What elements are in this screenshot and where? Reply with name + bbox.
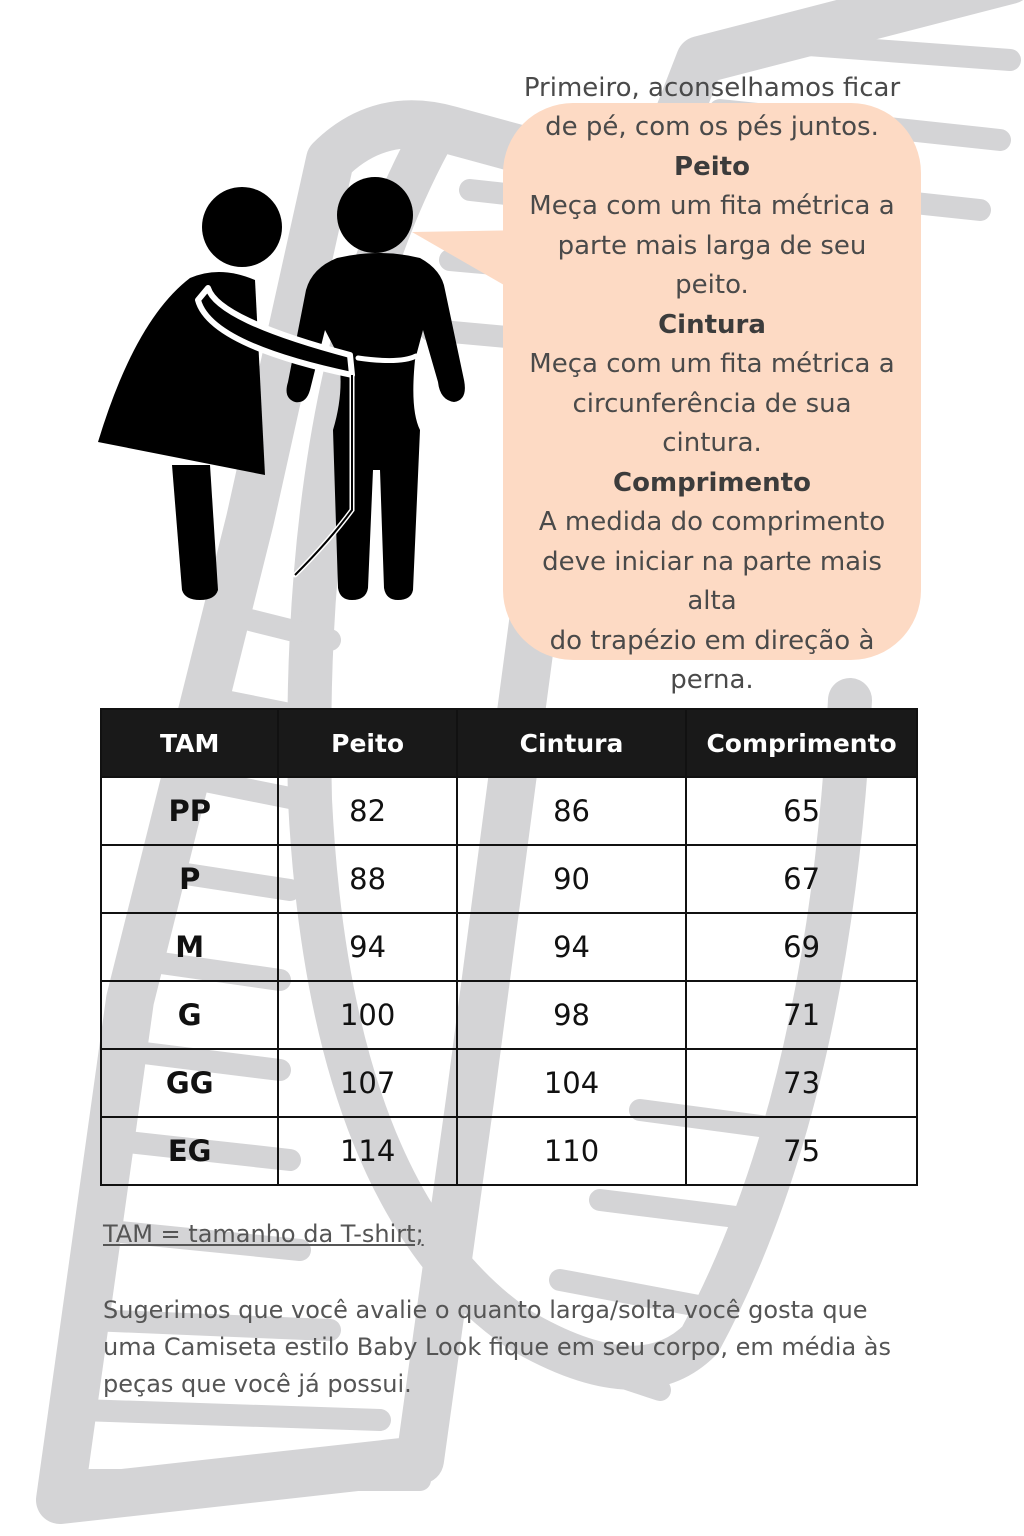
size-cell: EG (101, 1117, 278, 1185)
tailor-measuring-person-icon (90, 170, 480, 610)
comprimento-cell: 67 (686, 845, 917, 913)
cintura-cell: 104 (457, 1049, 686, 1117)
intro-line-2: de pé, com os pés juntos. (545, 112, 879, 142)
peito-cell: 94 (278, 913, 456, 981)
cintura-cell: 98 (457, 981, 686, 1049)
comprimento-line-3: do trapézio em direção à (549, 625, 875, 656)
peito-cell: 100 (278, 981, 456, 1049)
comprimento-line-2: deve iniciar na parte mais alta (542, 546, 882, 616)
comprimento-cell: 75 (686, 1117, 917, 1185)
peito-cell: 82 (278, 777, 456, 845)
comprimento-line-1: A medida do comprimento (538, 507, 886, 537)
size-cell: GG (101, 1049, 278, 1117)
cintura-cell: 94 (457, 913, 686, 981)
footnote-tam: TAM = tamanho da T-shirt; (103, 1220, 424, 1248)
cintura-line-2: circunferência de sua cintura. (572, 388, 852, 458)
size-cell: M (101, 913, 278, 981)
heading-cintura: Cintura (658, 309, 766, 340)
peito-cell: 88 (278, 845, 456, 913)
size-table (100, 708, 918, 1186)
comprimento-cell: 73 (686, 1049, 917, 1117)
cintura-cell: 90 (457, 845, 686, 913)
comprimento-cell: 69 (686, 913, 917, 981)
heading-comprimento: Comprimento (613, 467, 811, 498)
size-cell: P (101, 845, 278, 913)
cintura-line-1: Meça com um fita métrica a (529, 349, 895, 379)
comprimento-cell: 65 (686, 777, 917, 845)
cintura-cell: 110 (457, 1117, 686, 1185)
size-cell: PP (101, 777, 278, 845)
table-row (101, 981, 917, 1049)
comprimento-cell: 71 (686, 981, 917, 1049)
header-peito: Peito (278, 709, 456, 777)
header-cintura: Cintura (457, 709, 686, 777)
table-row (101, 1117, 917, 1185)
table-header-row (101, 709, 917, 777)
table-row (101, 777, 917, 845)
intro-line-1: Primeiro, aconselhamos ficar (523, 72, 901, 103)
heading-peito: Peito (674, 151, 750, 182)
table-row (101, 845, 917, 913)
instructions-bubble (503, 72, 921, 695)
advice-text: Sugerimos que você avalie o quanto larga/solta você gosta que uma Camiseta estilo Baby Look fique em seu corpo, em média às peças que você já possui. (103, 1296, 891, 1398)
peito-line-2: parte mais larga de seu peito. (557, 230, 867, 300)
comprimento-line-4: perna. (670, 665, 754, 695)
header-tam: TAM (101, 709, 278, 777)
header-comprimento: Comprimento (686, 709, 917, 777)
peito-cell: 107 (278, 1049, 456, 1117)
cintura-cell: 86 (457, 777, 686, 845)
peito-cell: 114 (278, 1117, 456, 1185)
table-row (101, 1049, 917, 1117)
table-row (101, 913, 917, 981)
peito-line-1: Meça com um fita métrica a (529, 191, 895, 221)
size-cell: G (101, 981, 278, 1049)
